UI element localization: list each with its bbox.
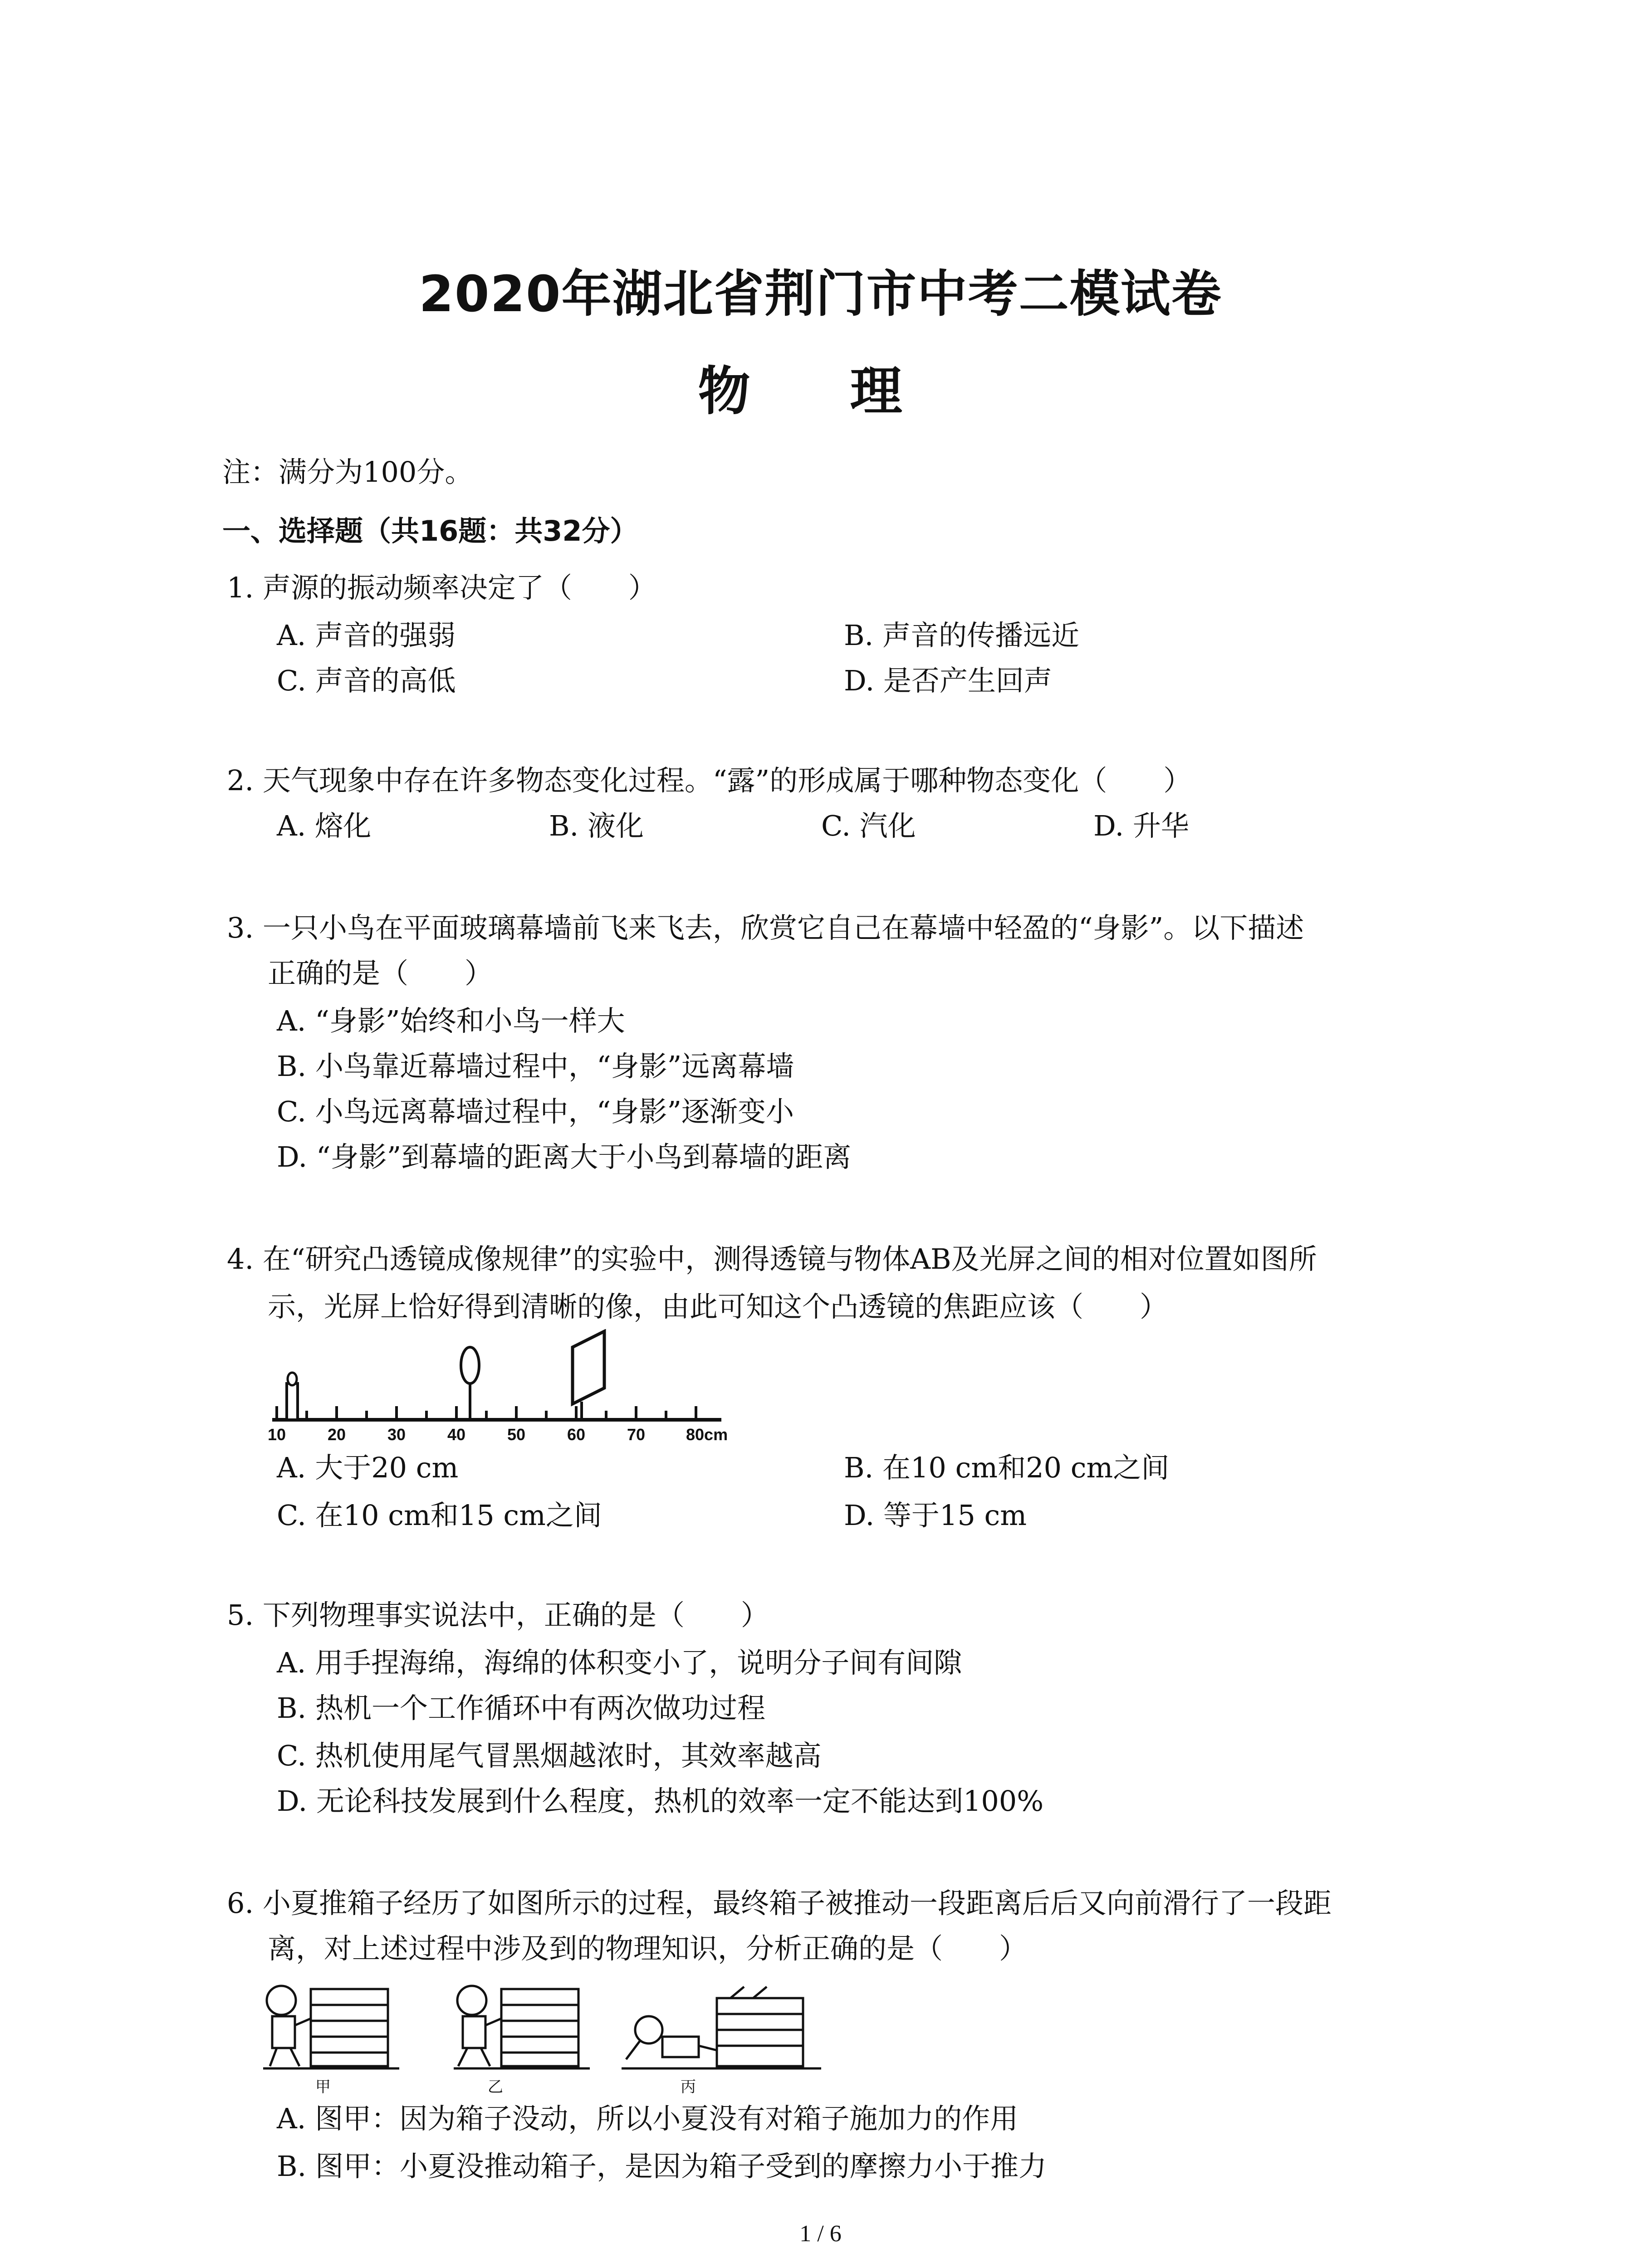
question-6-stem-line1: 6. 小夏推箱子经历了如图所示的过程，最终箱子被推动一段距离后后又向前滑行了一段距 [227, 1887, 1332, 1920]
q2-option-c: C. 汽化 [821, 809, 916, 842]
q1-option-a: A. 声音的强弱 [277, 619, 456, 652]
question-1-stem: 1. 声源的振动频率决定了（ ） [227, 571, 656, 604]
q6-option-b: B. 图甲：小夏没推动箱子，是因为箱子受到的摩擦力小于推力 [277, 2150, 1047, 2183]
tick-label: 50 [507, 1425, 526, 1442]
q5-option-b: B. 热机一个工作循环中有两次做功过程 [277, 1691, 765, 1725]
q3-option-a: A. “身影”始终和小鸟一样大 [277, 1004, 625, 1037]
section-heading: 一、选择题（共16题：共32分） [222, 514, 638, 547]
exam-title: 2020年湖北省荆门市中考二模试卷 [419, 265, 1222, 323]
candle-flame [288, 1373, 297, 1385]
tick-label: 70 [627, 1425, 646, 1442]
panel-label: 甲 [315, 2078, 331, 2096]
bench-ticks [277, 1406, 696, 1420]
panel-jia-illustration [263, 1986, 399, 2068]
panel-bing-illustration [622, 1987, 821, 2068]
score-note: 注：满分为100分。 [222, 455, 473, 489]
tick-label: 20 [328, 1425, 346, 1442]
tick-label: 80cm [686, 1425, 728, 1442]
convex-lens [461, 1347, 479, 1383]
q1-option-d: D. 是否产生回声 [844, 664, 1052, 697]
optical-bench-figure [268, 1329, 776, 1442]
q4-option-c: C. 在10 cm和15 cm之间 [277, 1499, 602, 1532]
light-screen [573, 1331, 604, 1404]
q3-option-c: C. 小鸟远离幕墙过程中，“身影”逐渐变小 [277, 1095, 794, 1128]
tick-label: 60 [567, 1425, 586, 1442]
q5-option-a: A. 用手捏海绵，海绵的体积变小了，说明分子间有间隙 [277, 1646, 962, 1679]
q5-option-c: C. 热机使用尾气冒黑烟越浓时，其效率越高 [277, 1739, 822, 1772]
subject-title: 物 理 [698, 361, 943, 422]
q1-option-c: C. 声音的高低 [277, 664, 456, 697]
tick-label: 40 [447, 1425, 466, 1442]
question-4-stem-line1: 4. 在“研究凸透镜成像规律”的实验中，测得透镜与物体AB及光屏之间的相对位置如图所 [227, 1242, 1317, 1276]
candle-object [287, 1383, 298, 1420]
tick-label: 10 [268, 1425, 286, 1442]
page-number: 1 / 6 [799, 2221, 842, 2247]
question-2-stem: 2. 天气现象中存在许多物态变化过程。“露”的形成属于哪种物态变化（ ） [227, 764, 1192, 797]
q2-option-d: D. 升华 [1093, 809, 1189, 842]
q5-option-d: D. 无论科技发展到什么程度，热机的效率一定不能达到100% [277, 1784, 1044, 1818]
q3-option-b: B. 小鸟靠近幕墙过程中，“身影”远离幕墙 [277, 1050, 794, 1083]
panel-yi-illustration [454, 1986, 590, 2068]
question-5-stem: 5. 下列物理事实说法中，正确的是（ ） [227, 1598, 769, 1632]
question-3-stem-line2: 正确的是（ ） [268, 957, 493, 990]
tick-label: 30 [387, 1425, 406, 1442]
q2-option-a: A. 熔化 [277, 809, 372, 842]
panel-label: 乙 [488, 2078, 503, 2096]
question-6-stem-line2: 离，对上述过程中涉及到的物理知识，分析正确的是（ ） [268, 1932, 1028, 1965]
q4-option-a: A. 大于20 cm [277, 1451, 459, 1484]
q6-option-a: A. 图甲：因为箱子没动，所以小夏没有对箱子施加力的作用 [277, 2102, 1019, 2135]
q4-option-b: B. 在10 cm和20 cm之间 [844, 1451, 1170, 1484]
q2-option-b: B. 液化 [549, 809, 644, 842]
question-3-stem-line1: 3. 一只小鸟在平面玻璃幕墙前飞来飞去，欣赏它自己在幕墙中轻盈的“身影”。以下描述 [227, 911, 1304, 944]
q3-option-d: D. “身影”到幕墙的距离大于小鸟到幕墙的距离 [277, 1140, 852, 1173]
panel-label: 丙 [681, 2078, 696, 2096]
pushing-box-figure [263, 1973, 835, 2100]
q4-option-d: D. 等于15 cm [844, 1499, 1027, 1532]
question-4-stem-line2: 示，光屏上恰好得到清晰的像，由此可知这个凸透镜的焦距应该（ ） [268, 1290, 1168, 1323]
q1-option-b: B. 声音的传播远近 [844, 619, 1079, 652]
